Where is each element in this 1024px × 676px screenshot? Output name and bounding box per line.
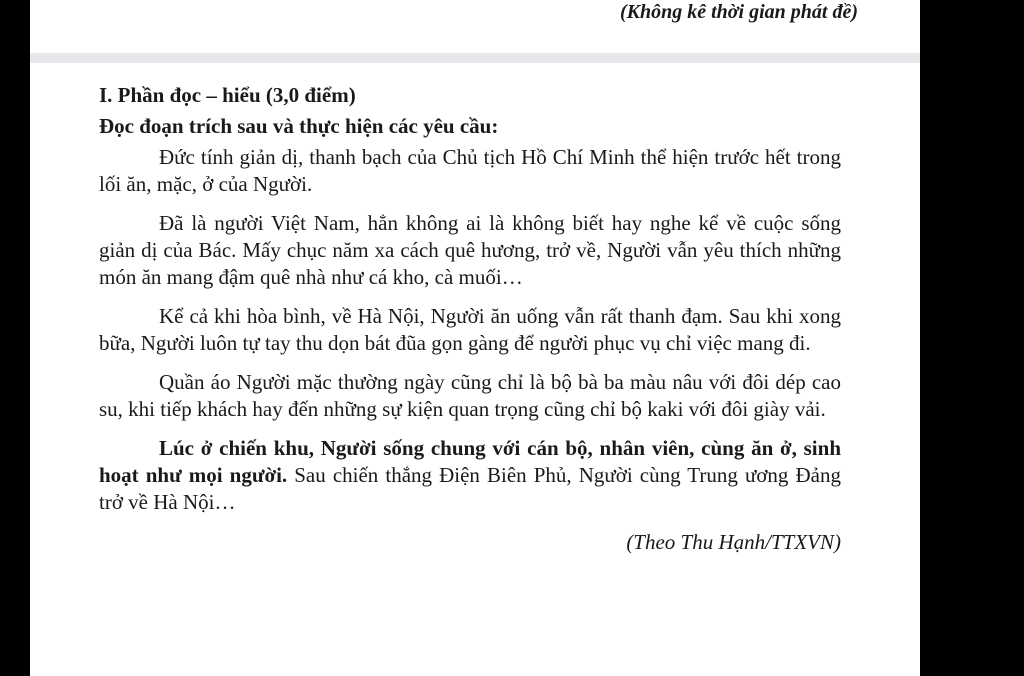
paragraph-2: Đã là người Việt Nam, hẳn không ai là không biết hay nghe kể về cuộc sống giản dị của Bác. Mấy chục năm xa cách quê hương, trở về, Người vẫn yêu thích những món ăn mang đậm quê nhà như cá kho, cà muối…: [99, 211, 841, 289]
paragraph-5: [99, 435, 841, 516]
document-page: [30, 0, 920, 676]
paragraph-5-rest: Sau chiến thắng Điện Biên Phủ, Người cùng Trung ương Đảng trở về Hà Nội…: [99, 463, 841, 514]
paragraph-4: Quần áo Người mặc thường ngày cũng chỉ là bộ bà ba màu nâu với đôi dép cao su, khi tiếp khách hay đến những sự kiện quan trọng cũng chỉ bộ kaki với đôi giày vải.: [99, 370, 841, 421]
section-title: I. Phần đọc – hiểu (3,0 điểm): [99, 83, 356, 107]
paragraph-5-bold: Lúc ở chiến khu, Người sống chung với cán bộ, nhân viên, cùng ăn ở, sinh hoạt như mọi người.: [99, 436, 841, 487]
exam-note: (Không kê thời gian phát đề): [620, 1, 858, 23]
instruction: Đọc đoạn trích sau và thực hiện các yêu cầu:: [99, 114, 499, 138]
source-citation: (Theo Thu Hạnh/TTXVN): [626, 530, 841, 554]
paragraph-1: Đức tính giản dị, thanh bạch của Chủ tịch Hồ Chí Minh thể hiện trước hết trong lối ăn, mặc, ở của Người.: [99, 145, 841, 196]
paragraph-3: Kể cả khi hòa bình, về Hà Nội, Người ăn uống vẫn rất thanh đạm. Sau khi xong bữa, Người luôn tự tay thu dọn bát đũa gọn gàng để người phục vụ chỉ việc mang đi.: [99, 304, 841, 355]
previous-page-bottom: [30, 0, 920, 53]
page-separator: [30, 53, 920, 63]
reading-section: [99, 80, 841, 556]
